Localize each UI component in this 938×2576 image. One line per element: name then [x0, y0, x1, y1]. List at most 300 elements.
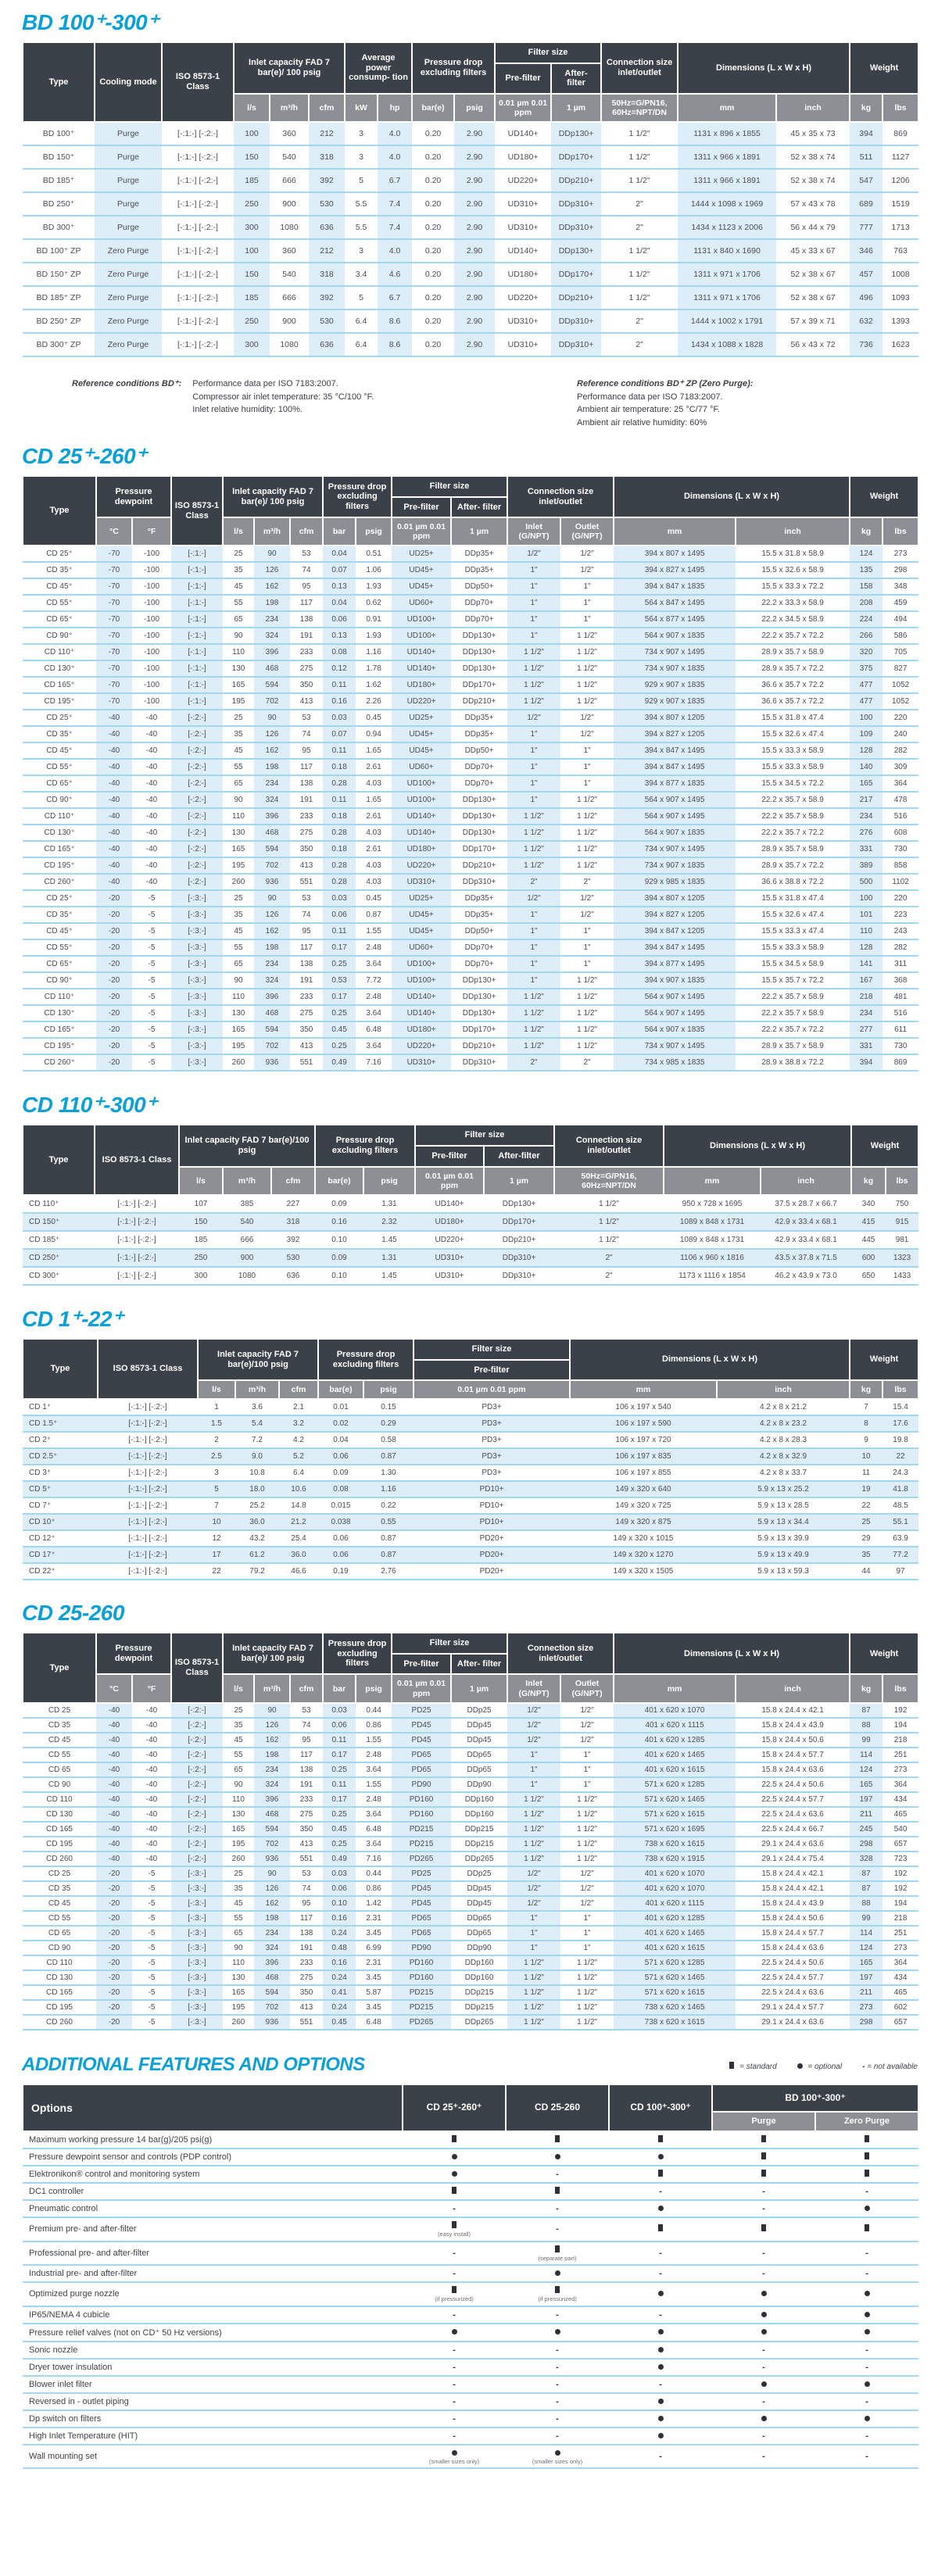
reference-line: Ambient air temperature: 25 °C/77 °F. [577, 405, 721, 415]
table-row: CD 110⁺ -20 -5 [-:3:-] 110 396 233 0.17 2.48 UD140+ DDp130+ 1 1/2" 1 1/2" 564 x 907 x 1495 22.2 x 35.7 x 58.9 218 481 [23, 989, 918, 1005]
unit-mm: mm [614, 1674, 736, 1702]
unit-inch: inch [776, 94, 850, 122]
unit-inlet: Inlet (G/NPT) [507, 517, 560, 546]
standard-marker [555, 2135, 560, 2142]
option-cell [712, 2359, 815, 2376]
unit-lbs: lbs [886, 1167, 918, 1195]
unit-psig: psig [356, 1674, 392, 1702]
not-available-marker: - [453, 2309, 456, 2320]
unit-m3h: m³/h [235, 1380, 279, 1399]
col-header-type: Type [23, 1125, 95, 1194]
col-header-pressure-drop: Pressure drop excluding filters [315, 1125, 415, 1166]
cd110-table [22, 1124, 919, 1285]
optional-marker [865, 2416, 870, 2421]
unit-after-filter: 1 µm [484, 1167, 554, 1195]
option-label: Elektronikon® control and monitoring system [23, 2166, 403, 2183]
unit-mm: mm [678, 94, 776, 122]
unit-inch: inch [761, 1167, 851, 1195]
not-available-marker: - [862, 2062, 865, 2071]
table-row: CD 65 -40 -40 [-:2:-] 65 234 138 0.25 3.64 PD65 DDp65 1" 1" 401 x 620 x 1615 15.8 x 24.4 x 63.6 124 273 [23, 1762, 918, 1777]
table-row: CD 45⁺ -20 -5 [-:3:-] 45 162 95 0.11 1.55 UD45+ DDp50+ 1" 1" 394 x 847 x 1205 15.5 x 33.3 x 47.4 110 243 [23, 923, 918, 939]
options-heading-row [22, 2054, 918, 2076]
table-row: CD 90⁺ -20 -5 [-:3:-] 90 324 191 0.53 7.72 UD100+ DDp130+ 1" 1 1/2" 394 x 907 x 1835 15.5 x 35.7 x 72.2 167 368 [23, 972, 918, 989]
not-available-marker: - [556, 2379, 559, 2389]
optional-marker [452, 2154, 457, 2159]
unit-connection: 50Hz=G/PN16, 60Hz=NPT/DN [554, 1167, 664, 1195]
col-header-connection: Connection size inlet/outlet [554, 1125, 664, 1166]
unit-cfm: cfm [271, 1167, 315, 1195]
optional-marker [761, 2329, 767, 2334]
option-cell [712, 2183, 815, 2200]
option-cell [712, 2217, 815, 2241]
option-cell [712, 2148, 815, 2166]
table-row: BD 250⁺ ZP Zero Purge [-:1:-] [-:2:-] 250 900 530 6.4 8.6 0.20 2.90 UD310+ DDp310+ 2" 1444 x 1002 x 1791 57 x 39 x 71 632 1393 [23, 309, 918, 333]
unit-m3h: m³/h [270, 94, 309, 122]
optional-marker [658, 2154, 664, 2159]
optional-marker [555, 2154, 560, 2159]
option-cell [815, 2359, 918, 2376]
standard-marker [658, 2224, 663, 2231]
unit-bar: bar(e) [315, 1167, 363, 1195]
table-row: BD 150⁺ Purge [-:1:-] [-:2:-] 150 540 318 3 4.0 0.20 2.90 UD180+ DDp170+ 1 1/2" 1311 x 966 x 1891 52 x 38 x 74 511 1127 [23, 145, 918, 169]
col-header-dewpoint: Pressure dewpoint [96, 476, 171, 517]
unit-fahrenheit: °F [132, 1674, 171, 1702]
option-cell [506, 2359, 609, 2376]
option-cell [815, 2393, 918, 2410]
col-header-pre-filter: Pre-filter [392, 1654, 451, 1675]
option-cell [403, 2200, 506, 2217]
table-row: CD 25⁺ -40 -40 [-:2:-] 25 90 53 0.03 0.45 UD25+ DDp35+ 1/2" 1/2" 394 x 807 x 1205 15.5 x 31.8 x 47.4 100 220 [23, 710, 918, 726]
table-row: CD 35⁺ -20 -5 [-:3:-] 35 126 74 0.06 0.87 UD45+ DDp35+ 1" 1/2" 394 x 827 x 1205 15.5 x 32.6 x 47.4 101 223 [23, 907, 918, 923]
optional-marker [452, 2450, 457, 2456]
unit-inch: inch [736, 517, 850, 546]
option-label: IP65/NEMA 4 cubicle [23, 2306, 403, 2324]
option-label: Industrial pre- and after-filter [23, 2265, 403, 2282]
unit-psig: psig [454, 94, 495, 122]
not-available-marker: - [453, 2269, 456, 2279]
optional-marker [658, 2347, 664, 2352]
table-row: CD 10⁺ [-:1:-] [-:2:-] 10 36.0 21.2 0.038 0.55 PD10+ 149 x 320 x 875 5.9 x 13 x 34.4 25 55.1 [23, 1514, 918, 1530]
not-available-marker: - [453, 2362, 456, 2372]
optional-marker [865, 2329, 870, 2334]
optional-marker [761, 2291, 767, 2296]
option-cell [506, 2200, 609, 2217]
col-header-dimensions: Dimensions (L x W x H) [678, 42, 850, 94]
not-available-marker: - [556, 2345, 559, 2355]
option-label: DC1 controller [23, 2183, 403, 2200]
option-cell [815, 2410, 918, 2428]
option-cell [506, 2241, 609, 2266]
not-available-marker: - [762, 2451, 765, 2461]
option-cell [815, 2306, 918, 2324]
col-header-cd100plus: CD 100⁺-300⁺ [609, 2084, 712, 2131]
table-row: CD 45 -40 -40 [-:2:-] 45 162 95 0.11 1.55 PD45 DDp45 1/2" 1/2" 401 x 620 x 1285 15.8 x 24.4 x 50.6 99 218 [23, 1733, 918, 1748]
option-label: Premium pre- and after-filter [23, 2217, 403, 2241]
unit-connection: 50Hz=G/PN16, 60Hz=NPT/DN [601, 94, 678, 122]
option-cell [506, 2282, 609, 2306]
option-cell [609, 2359, 712, 2376]
option-row [23, 2410, 918, 2428]
option-row [23, 2265, 918, 2282]
reference-label-bd: Reference conditions BD⁺: [72, 379, 182, 389]
option-cell [506, 2376, 609, 2393]
col-header-weight: Weight [850, 1339, 918, 1380]
table-row: CD 90 -20 -5 [-:3:-] 90 324 191 0.48 6.99 PD90 DDp90 1" 1" 401 x 620 x 1615 15.8 x 24.4 x 63.6 124 273 [23, 1941, 918, 1955]
reference-line: Inlet relative humidity: 100%. [192, 405, 303, 415]
col-header-inlet-capacity: Inlet capacity FAD 7 bar(e)/100 psig [179, 1125, 315, 1166]
section-title-cd1: CD 1⁺-22⁺ [22, 1306, 124, 1331]
not-available-marker: - [453, 2379, 456, 2389]
col-header-dimensions: Dimensions (L x W x H) [570, 1339, 850, 1380]
table-row: BD 250⁺ Purge [-:1:-] [-:2:-] 250 900 530 5.5 7.4 0.20 2.90 UD310+ DDp310+ 2" 1444 x 1098 x 1969 57 x 43 x 78 689 1519 [23, 192, 918, 216]
option-note: (if pressurized) [538, 2295, 577, 2303]
section-title-cd110: CD 110⁺-300⁺ [22, 1093, 157, 1118]
standard-marker [452, 2135, 456, 2142]
not-available-marker: - [865, 2269, 868, 2279]
option-cell [609, 2445, 712, 2469]
col-header-bd: BD 100⁺-300⁺ [712, 2084, 918, 2113]
not-available-marker: - [659, 2309, 662, 2320]
option-cell [609, 2241, 712, 2266]
unit-ls: l/s [223, 517, 254, 546]
table-row: CD 165 -20 -5 [-:3:-] 165 594 350 0.41 5.87 PD215 DDp215 1 1/2" 1 1/2" 571 x 620 x 1615 22.5 x 24.4 x 63.6 211 465 [23, 1985, 918, 2000]
col-header-pre-filter: Pre-filter [495, 63, 551, 94]
optional-marker [555, 2450, 560, 2456]
option-cell [403, 2359, 506, 2376]
option-label: Professional pre- and after-filter [23, 2241, 403, 2266]
unit-mm: mm [570, 1380, 717, 1399]
unit-pre-filter: 0.01 µm 0.01 ppm [392, 1674, 451, 1702]
option-label: Pneumatic control [23, 2200, 403, 2217]
table-row: CD 65⁺ -20 -5 [-:3:-] 65 234 138 0.25 3.64 UD100+ DDp70+ 1" 1" 394 x 877 x 1495 15.5 x 34.5 x 58.9 141 311 [23, 956, 918, 972]
table-row: BD 300⁺ ZP Zero Purge [-:1:-] [-:2:-] 300 1080 636 6.4 8.6 0.20 2.90 UD310+ DDp310+ 2" 1434 x 1088 x 1828 56 x 43 x 72 736 1623 [23, 333, 918, 356]
unit-cfm: cfm [290, 1674, 323, 1702]
option-label: Optimized purge nozzle [23, 2282, 403, 2306]
table-row: CD 250⁺ [-:1:-] [-:2:-] 250 900 530 0.09 1.31 UD310+ DDp310+ 2" 1106 x 960 x 1816 43.5 x 37.8 x 71.5 600 1323 [23, 1249, 918, 1267]
table-row: CD 65⁺ -40 -40 [-:2:-] 65 234 138 0.28 4.03 UD100+ DDp70+ 1" 1" 394 x 877 x 1835 15.5 x 34.5 x 72.2 165 364 [23, 775, 918, 792]
table-row: CD 2.5⁺ [-:1:-] [-:2:-] 2.5 9.0 5.2 0.06 0.87 PD3+ 106 x 197 x 835 4.2 x 8 x 32.9 10 22 [23, 1448, 918, 1465]
col-header-dimensions: Dimensions (L x W x H) [614, 1633, 850, 1674]
option-cell [403, 2428, 506, 2445]
optional-marker [452, 2171, 457, 2177]
unit-pre-filter: 0.01 µm 0.01 ppm [495, 94, 551, 122]
unit-ls: l/s [179, 1167, 223, 1195]
cd1-table-body [23, 1399, 918, 1580]
table-row: CD 35 -20 -5 [-:3:-] 35 126 74 0.06 0.86 PD45 DDp45 1/2" 1/2" 401 x 620 x 1070 15.8 x 24.4 x 42.1 87 192 [23, 1881, 918, 1896]
table-row: CD 90⁺ -40 -40 [-:2:-] 90 324 191 0.11 1.65 UD100+ DDp130+ 1" 1 1/2" 564 x 907 x 1495 22.2 x 35.7 x 58.9 217 478 [23, 792, 918, 808]
not-available-marker: - [762, 2431, 765, 2441]
table-row: CD 35⁺ -40 -40 [-:2:-] 35 126 74 0.07 0.94 UD45+ DDp35+ 1" 1/2" 394 x 827 x 1205 15.5 x 32.6 x 47.4 109 240 [23, 726, 918, 742]
standard-marker [761, 2135, 766, 2142]
optional-marker [761, 2312, 767, 2317]
not-available-marker: - [762, 2248, 765, 2258]
not-available-marker: - [865, 2396, 868, 2406]
col-header-after-filter: After- filter [451, 1654, 507, 1675]
option-row [23, 2282, 918, 2306]
table-row: BD 300⁺ Purge [-:1:-] [-:2:-] 300 1080 636 5.5 7.4 0.20 2.90 UD310+ DDp310+ 2" 1434 x 1123 x 2006 56 x 44 x 79 777 1713 [23, 216, 918, 239]
section-title-cdplus: CD 25⁺-260⁺ [22, 444, 147, 469]
unit-kg: kg [850, 517, 883, 546]
not-available-marker: - [453, 2204, 456, 2214]
cd-table [22, 1632, 919, 2030]
reference-line: Compressor air inlet temperature: 35 °C/100 °F. [192, 392, 374, 402]
optional-marker [555, 2270, 560, 2276]
unit-pre-filter: 0.01 µm 0.01 ppm [414, 1380, 570, 1399]
unit-lbs: lbs [883, 517, 918, 546]
not-available-marker: - [453, 2345, 456, 2355]
standard-marker [865, 2224, 869, 2231]
option-cell [403, 2376, 506, 2393]
options-table [22, 2084, 919, 2469]
optional-marker [658, 2206, 664, 2211]
option-row [23, 2445, 918, 2469]
option-row [23, 2428, 918, 2445]
not-available-marker: - [556, 2224, 559, 2234]
not-available-marker: - [556, 2309, 559, 2320]
table-row: CD 110⁺ -70 -100 [-:1:-] 110 396 233 0.08 1.16 UD140+ DDp130+ 1 1/2" 1 1/2" 734 x 907 x 1495 28.9 x 35.7 x 58.9 320 705 [23, 644, 918, 660]
standard-marker [729, 2062, 734, 2069]
not-available-marker: - [453, 2396, 456, 2406]
col-header-connection: Connection size inlet/outlet [601, 42, 678, 94]
option-cell [506, 2306, 609, 2324]
table-row: CD 3⁺ [-:1:-] [-:2:-] 3 10.8 6.4 0.09 1.30 PD3+ 106 x 197 x 855 4.2 x 8 x 33.7 11 24.3 [23, 1465, 918, 1481]
table-row: CD 55 -20 -5 [-:3:-] 55 198 117 0.16 2.31 PD65 DDp65 1" 1" 401 x 620 x 1285 15.8 x 24.4 x 50.6 99 218 [23, 1911, 918, 1926]
reference-line: Performance data per ISO 7183:2007. [577, 392, 723, 402]
table-row: CD 55⁺ -70 -100 [-:1:-] 55 198 117 0.04 0.62 UD60+ DDp70+ 1" 1" 564 x 847 x 1495 22.2 x 33.3 x 58.9 208 459 [23, 595, 918, 611]
legend-item: - = not available [862, 2062, 918, 2071]
option-cell [609, 2342, 712, 2359]
col-header-purge: Purge [712, 2112, 815, 2131]
option-cell [403, 2131, 506, 2148]
option-note: (separate part) [538, 2254, 577, 2262]
col-header-pre-filter: Pre-filter [392, 497, 451, 518]
option-cell [712, 2241, 815, 2266]
option-cell [403, 2148, 506, 2166]
option-cell [506, 2217, 609, 2241]
option-cell [815, 2428, 918, 2445]
unit-kw: kW [345, 94, 378, 122]
option-cell [815, 2376, 918, 2393]
reference-line: Performance data per ISO 7183:2007. [192, 379, 338, 389]
unit-lbs: lbs [883, 1674, 918, 1702]
option-cell [506, 2342, 609, 2359]
unit-cfm: cfm [279, 1380, 318, 1399]
table-row: CD 1.5⁺ [-:1:-] [-:2:-] 1.5 5.4 3.2 0.02 0.29 PD3+ 106 x 197 x 590 4.2 x 8 x 23.2 8 17.6 [23, 1415, 918, 1432]
option-cell [712, 2265, 815, 2282]
table-row: CD 195⁺ -20 -5 [-:3:-] 195 702 413 0.25 3.64 UD220+ DDp210+ 1 1/2" 1 1/2" 734 x 907 x 1495 28.9 x 35.7 x 58.9 331 730 [23, 1038, 918, 1054]
option-cell [609, 2393, 712, 2410]
standard-marker [865, 2152, 869, 2159]
option-cell [403, 2324, 506, 2342]
option-cell [712, 2342, 815, 2359]
standard-marker [555, 2245, 560, 2252]
col-header-connection: Connection size inlet/outlet [507, 476, 614, 517]
col-header-after-filter: After- filter [451, 497, 507, 518]
option-label: High Inlet Temperature (HIT) [23, 2428, 403, 2445]
table-row: CD 45 -20 -5 [-:3:-] 45 162 95 0.10 1.42 PD45 DDp45 1/2" 1/2" 401 x 620 x 1115 15.8 x 24.4 x 43.9 88 194 [23, 1896, 918, 1911]
table-row: BD 100⁺ Purge [-:1:-] [-:2:-] 100 360 212 3 4.0 0.20 2.90 UD140+ DDp130+ 1 1/2" 1131 x 896 x 1855 45 x 35 x 73 394 869 [23, 122, 918, 145]
table-row: CD 150⁺ [-:1:-] [-:2:-] 150 540 318 0.16 2.32 UD180+ DDp170+ 1 1/2" 1089 x 848 x 1731 42.9 x 33.4 x 68.1 415 915 [23, 1213, 918, 1231]
unit-celsius: °C [96, 517, 132, 546]
not-available-marker: - [865, 2362, 868, 2372]
not-available-marker: - [762, 2345, 765, 2355]
cd-plus-table-body [23, 546, 918, 1071]
option-cell [712, 2445, 815, 2469]
table-row: CD 195⁺ -40 -40 [-:2:-] 195 702 413 0.28 4.03 UD220+ DDp210+ 1 1/2" 1 1/2" 734 x 907 x 1835 28.9 x 35.7 x 72.2 389 858 [23, 857, 918, 874]
option-row [23, 2148, 918, 2166]
not-available-marker: - [762, 2362, 765, 2372]
col-header-cd25-260: CD 25-260 [506, 2084, 609, 2131]
not-available-marker: - [762, 2396, 765, 2406]
option-cell [506, 2410, 609, 2428]
option-cell [815, 2148, 918, 2166]
col-header-iso-class: ISO 8573-1 Class [171, 476, 223, 546]
table-row: CD 260 -20 -5 [-:3:-] 260 936 551 0.45 6.48 PD265 DDp265 1 1/2" 1 1/2" 738 x 620 x 1615 29.1 x 24.4 x 63.6 298 657 [23, 2015, 918, 2030]
option-cell [815, 2265, 918, 2282]
option-label: Pressure dewpoint sensor and controls (PDP control) [23, 2148, 403, 2166]
table-row: CD 17⁺ [-:1:-] [-:2:-] 17 61.2 36.0 0.06 0.87 PD20+ 149 x 320 x 1270 5.9 x 13 x 49.9 35 77.2 [23, 1547, 918, 1563]
col-header-dimensions: Dimensions (L x W x H) [614, 476, 850, 517]
optional-marker [658, 2399, 664, 2404]
table-row: BD 100⁺ ZP Zero Purge [-:1:-] [-:2:-] 100 360 212 3 4.0 0.20 2.90 UD140+ DDp130+ 1 1/2" 1131 x 840 x 1690 45 x 33 x 67 346 763 [23, 239, 918, 263]
unit-pre-filter: 0.01 µm 0.01 ppm [392, 517, 451, 546]
option-cell [506, 2131, 609, 2148]
unit-kg: kg [851, 1167, 886, 1195]
reference-label-bd-zp: Reference conditions BD⁺ ZP (Zero Purge): [577, 379, 754, 389]
option-row [23, 2200, 918, 2217]
option-cell [403, 2265, 506, 2282]
unit-after-filter: 1 µm [451, 517, 507, 546]
option-row [23, 2324, 918, 2342]
unit-cfm: cfm [309, 94, 345, 122]
col-header-iso-class: ISO 8573-1 Class [171, 1633, 223, 1702]
option-cell [712, 2131, 815, 2148]
not-available-marker: - [659, 2269, 662, 2279]
table-row: CD 45⁺ -70 -100 [-:1:-] 45 162 95 0.13 1.93 UD45+ DDp50+ 1" 1" 394 x 847 x 1835 15.5 x 33.3 x 72.2 158 348 [23, 578, 918, 595]
option-note: (smaller sizes only) [428, 2457, 480, 2465]
table-row: CD 260 -40 -40 [-:2:-] 260 936 551 0.49 7.16 PD265 DDp265 1 1/2" 1 1/2" 738 x 620 x 1915 29.1 x 24.4 x 75.4 328 723 [23, 1852, 918, 1866]
option-cell [712, 2166, 815, 2183]
unit-bar: bar(e) [412, 94, 454, 122]
optional-marker [865, 2312, 870, 2317]
reference-conditions-bd-zp [577, 377, 764, 429]
col-header-type: Type [23, 476, 96, 546]
table-row: CD 195 -20 -5 [-:3:-] 195 702 413 0.24 3.45 PD215 DDp215 1 1/2" 1 1/2" 738 x 620 x 1465 29.1 x 24.4 x 57.7 273 602 [23, 2000, 918, 2015]
option-cell [609, 2148, 712, 2166]
optional-marker [761, 2416, 767, 2421]
section-title-bd: BD 100⁺-300⁺ [22, 10, 159, 34]
not-available-marker: - [865, 2431, 868, 2441]
unit-inlet: Inlet (G/NPT) [507, 1674, 560, 1702]
option-cell [712, 2324, 815, 2342]
not-available-marker: - [556, 2170, 559, 2180]
col-header-after-filter: After-filter [484, 1146, 554, 1167]
section-title-options: ADDITIONAL FEATURES AND OPTIONS [22, 2053, 365, 2075]
option-cell [815, 2166, 918, 2183]
option-cell [609, 2428, 712, 2445]
option-row [23, 2131, 918, 2148]
section-title-cd: CD 25-260 [22, 1601, 124, 1626]
col-header-iso-class: ISO 8573-1 Class [162, 42, 234, 122]
not-available-marker: - [556, 2362, 559, 2372]
unit-after-filter: 1 µm [451, 1674, 507, 1702]
col-header-inlet-capacity: Inlet capacity FAD 7 bar(e)/ 100 psig [223, 1633, 323, 1674]
col-header-type: Type [23, 1633, 96, 1702]
option-cell [815, 2241, 918, 2266]
option-cell [815, 2342, 918, 2359]
not-available-marker: - [659, 2248, 662, 2258]
col-header-pre-filter: Pre-filter [414, 1360, 570, 1381]
options-table-body [23, 2131, 918, 2468]
unit-ls: l/s [198, 1380, 235, 1399]
bd-table-body [23, 122, 918, 356]
table-row: CD 130⁺ -20 -5 [-:3:-] 130 468 275 0.25 3.64 UD140+ DDp130+ 1 1/2" 1 1/2" 564 x 907 x 1495 22.2 x 35.7 x 58.9 234 516 [23, 1005, 918, 1021]
option-cell [403, 2241, 506, 2266]
col-header-pressure-drop: Pressure drop excluding filters [323, 476, 392, 517]
col-header-pressure-drop: Pressure drop excluding filters [323, 1633, 392, 1674]
option-cell [609, 2131, 712, 2148]
option-note: (smaller sizes only) [532, 2457, 583, 2465]
not-available-marker: - [556, 2204, 559, 2214]
option-label: Blower inlet filter [23, 2376, 403, 2393]
table-row: CD 1⁺ [-:1:-] [-:2:-] 1 3.6 2.1 0.01 0.15 PD3+ 106 x 197 x 540 4.2 x 8 x 21.2 7 15.4 [23, 1399, 918, 1415]
option-note: (if pressurized) [435, 2295, 474, 2303]
table-row: CD 130 -40 -40 [-:2:-] 130 468 275 0.25 3.64 PD160 DDp160 1 1/2" 1 1/2" 571 x 620 x 1615 22.5 x 24.4 x 63.6 211 465 [23, 1807, 918, 1822]
optional-marker [658, 2416, 664, 2421]
col-header-pressure-drop: Pressure drop excluding filters [318, 1339, 414, 1380]
cd1-table [22, 1338, 919, 1580]
table-row: CD 12⁺ [-:1:-] [-:2:-] 12 43.2 25.4 0.06 0.87 PD20+ 149 x 320 x 1015 5.9 x 13 x 39.9 29 63.9 [23, 1530, 918, 1547]
table-row: CD 260⁺ -40 -40 [-:2:-] 260 936 551 0.28 4.03 UD310+ DDp310+ 2" 2" 929 x 985 x 1835 36.6 x 38.8 x 72.2 500 1102 [23, 874, 918, 890]
standard-marker [761, 2152, 766, 2159]
standard-marker [761, 2224, 766, 2231]
table-row: CD 110⁺ [-:1:-] [-:2:-] 107 385 227 0.09 1.31 UD140+ DDp130+ 1 1/2" 950 x 728 x 1695 37.5 x 28.7 x 66.7 340 750 [23, 1195, 918, 1213]
col-header-after-filter: After- filter [551, 63, 601, 94]
unit-psig: psig [363, 1167, 415, 1195]
unit-fahrenheit: °F [132, 517, 171, 546]
optional-marker [865, 2291, 870, 2296]
option-cell [506, 2393, 609, 2410]
unit-m3h: m³/h [223, 1167, 271, 1195]
option-row [23, 2166, 918, 2183]
option-cell [609, 2166, 712, 2183]
standard-marker [452, 2187, 456, 2194]
table-row: CD 165 -40 -40 [-:2:-] 165 594 350 0.45 6.48 PD215 DDp215 1 1/2" 1 1/2" 571 x 620 x 1695 22.5 x 24.4 x 66.7 245 540 [23, 1822, 918, 1837]
col-header-filter-size: Filter size [392, 1633, 507, 1654]
option-cell [609, 2183, 712, 2200]
unit-after-filter: 1 µm [551, 94, 601, 122]
unit-bar: bar [323, 1674, 356, 1702]
table-row: CD 195⁺ -70 -100 [-:1:-] 195 702 413 0.16 2.26 UD220+ DDp210+ 1 1/2" 1 1/2" 929 x 907 x 1835 36.6 x 35.7 x 72.2 477 1052 [23, 693, 918, 710]
optional-marker [865, 2381, 870, 2387]
col-header-inlet-capacity: Inlet capacity FAD 7 bar(e)/ 100 psig [234, 42, 345, 94]
option-cell [712, 2200, 815, 2217]
standard-marker [761, 2170, 766, 2177]
col-header-power: Average power consump- tion [345, 42, 412, 94]
reference-line: Ambient air relative humidity: 60% [577, 417, 707, 428]
table-row: CD 55⁺ -40 -40 [-:2:-] 55 198 117 0.18 2.61 UD60+ DDp70+ 1" 1" 394 x 847 x 1495 15.5 x 33.3 x 58.9 140 309 [23, 759, 918, 775]
option-cell [609, 2324, 712, 2342]
table-row: CD 25⁺ -70 -100 [-:1:-] 25 90 53 0.04 0.51 UD25+ DDp35+ 1/2" 1/2" 394 x 807 x 1495 15.5 x 31.8 x 58.9 124 273 [23, 546, 918, 562]
legend-item: = standard [729, 2063, 776, 2071]
not-available-marker: - [865, 2187, 868, 2197]
option-label: Dp switch on filters [23, 2410, 403, 2428]
table-row: CD 55⁺ -20 -5 [-:3:-] 55 198 117 0.17 2.48 UD60+ DDp70+ 1" 1" 394 x 847 x 1495 15.5 x 33.3 x 58.9 128 282 [23, 939, 918, 956]
option-cell [815, 2131, 918, 2148]
option-row [23, 2217, 918, 2241]
col-header-filter-size: Filter size [415, 1125, 554, 1146]
col-header-weight: Weight [850, 1633, 918, 1674]
